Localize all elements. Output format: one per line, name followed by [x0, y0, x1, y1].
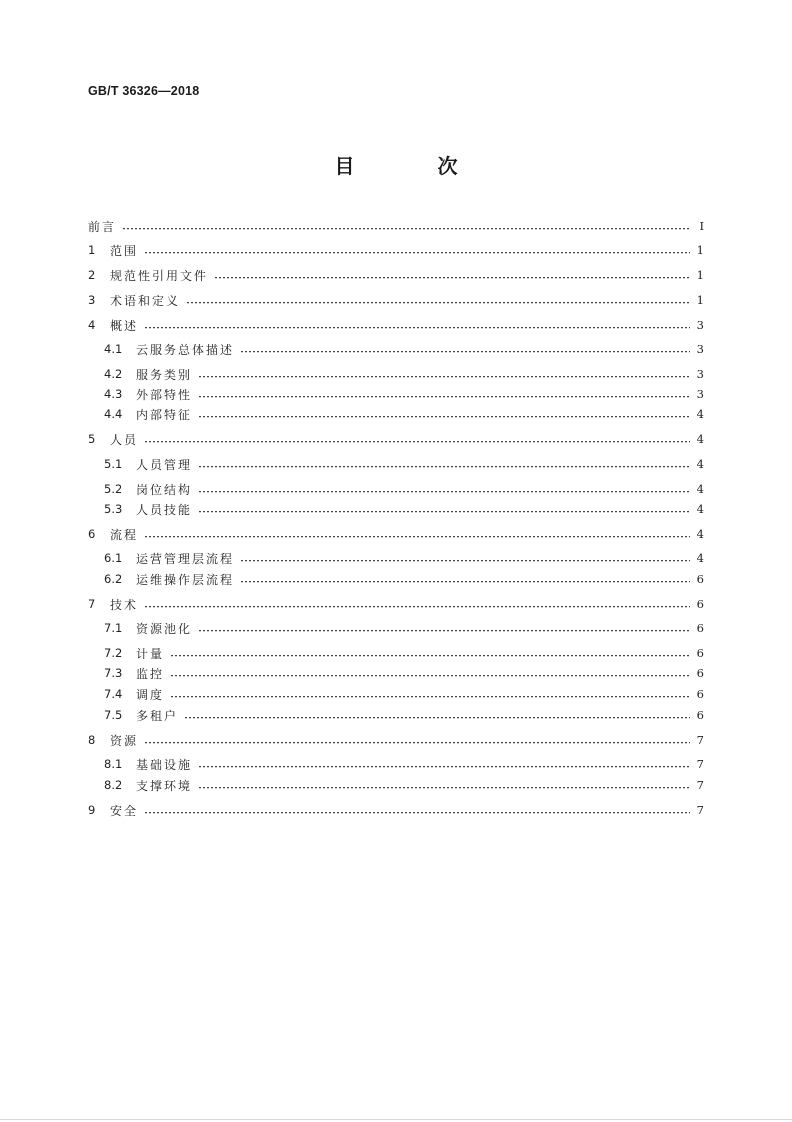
toc-entry-number: 8.1	[104, 757, 123, 771]
toc-entry-label: 运营管理层流程	[136, 551, 235, 566]
toc-entry-page-number: 6	[696, 687, 704, 701]
toc-dot-leader	[144, 252, 690, 255]
toc-dot-leader	[122, 228, 690, 231]
toc-dot-leader	[184, 717, 690, 720]
toc-entry-label: 内部特征	[136, 407, 193, 422]
toc-entry[interactable]	[104, 339, 704, 359]
toc-entry-label: 术语和定义	[110, 293, 181, 308]
toc-entry-number: 6.1	[104, 551, 123, 565]
toc-entry-label: 安全	[110, 803, 139, 818]
toc-entry-number: 7.3	[104, 666, 123, 680]
toc-entry-label: 范围	[110, 243, 139, 258]
toc-entry-number: 8	[88, 733, 96, 747]
toc-entry-page-number: Ⅰ	[699, 219, 704, 233]
toc-entry-page-number: 4	[696, 482, 704, 496]
toc-entry[interactable]	[104, 404, 704, 424]
toc-entry-label: 调度	[136, 687, 165, 702]
toc-entry[interactable]	[104, 548, 704, 568]
toc-entry-number: 4.2	[104, 367, 123, 381]
toc-entry-label: 概述	[110, 318, 139, 333]
toc-entry[interactable]	[104, 364, 704, 384]
toc-dot-leader	[198, 630, 690, 633]
toc-dot-leader	[170, 655, 690, 658]
page-title: 目 次	[334, 154, 496, 178]
toc-entry[interactable]	[88, 216, 704, 236]
toc-entry-label: 外部特性	[136, 387, 193, 402]
toc-entry-number: 5.1	[104, 457, 123, 471]
toc-entry-page-number: 1	[696, 293, 704, 307]
toc-entry-page-number: 3	[696, 342, 704, 356]
toc-entry-label: 前言	[88, 219, 117, 234]
toc-entry-label: 支撑环境	[136, 778, 193, 793]
toc-entry-number: 7.2	[104, 646, 123, 660]
toc-entry-page-number: 4	[696, 432, 704, 446]
toc-entry-page-number: 3	[696, 318, 704, 332]
toc-entry-page-number: 1	[696, 243, 704, 257]
toc-entry[interactable]	[88, 265, 704, 285]
toc-entry-label: 资源池化	[136, 621, 193, 636]
toc-entry[interactable]	[104, 479, 704, 499]
toc-entry-label: 流程	[110, 527, 139, 542]
toc-entry-page-number: 6	[696, 572, 704, 586]
toc-entry-number: 4.1	[104, 342, 123, 356]
toc-entry-page-number: 6	[696, 708, 704, 722]
toc-dot-leader	[198, 766, 690, 769]
toc-entry-label: 云服务总体描述	[136, 342, 235, 357]
toc-dot-leader	[144, 742, 690, 745]
toc-entry-number: 6	[88, 527, 96, 541]
toc-entry[interactable]	[88, 594, 704, 614]
toc-entry-page-number: 3	[696, 367, 704, 381]
toc-entry-number: 5	[88, 432, 96, 446]
toc-entry-page-number: 4	[696, 457, 704, 471]
toc-entry-label: 规范性引用文件	[110, 268, 209, 283]
toc-entry-page-number: 6	[696, 597, 704, 611]
toc-entry-label: 人员技能	[136, 502, 193, 517]
toc-entry-page-number: 7	[696, 757, 704, 771]
toc-entry-page-number: 7	[696, 733, 704, 747]
toc-entry-page-number: 4	[696, 407, 704, 421]
toc-dot-leader	[198, 787, 690, 790]
toc-dot-leader	[198, 466, 690, 469]
toc-entry-number: 5.2	[104, 482, 123, 496]
toc-dot-leader	[144, 441, 690, 444]
toc-entry-label: 服务类别	[136, 367, 193, 382]
toc-entry-page-number: 6	[696, 646, 704, 660]
toc-entry[interactable]	[88, 290, 704, 310]
toc-dot-leader	[144, 606, 690, 609]
toc-entry[interactable]	[104, 384, 704, 404]
toc-dot-leader	[240, 351, 690, 354]
toc-dot-leader	[186, 302, 690, 305]
toc-entry-number: 4.3	[104, 387, 123, 401]
toc-entry[interactable]	[104, 684, 704, 704]
toc-entry-page-number: 3	[696, 387, 704, 401]
toc-entry[interactable]	[88, 315, 704, 335]
toc-entry-number: 6.2	[104, 572, 123, 586]
toc-entry[interactable]	[104, 499, 704, 519]
toc-entry-label: 运维操作层流程	[136, 572, 235, 587]
toc-dot-leader	[170, 696, 690, 699]
toc-entry-page-number: 4	[696, 527, 704, 541]
toc-dot-leader	[170, 675, 690, 678]
toc-entry-label: 岗位结构	[136, 482, 193, 497]
toc-entry[interactable]	[88, 524, 704, 544]
toc-dot-leader	[198, 396, 690, 399]
toc-entry-number: 7	[88, 597, 96, 611]
toc-entry[interactable]	[104, 454, 704, 474]
toc-entry-page-number: 7	[696, 778, 704, 792]
toc-entry-page-number: 4	[696, 551, 704, 565]
toc-dot-leader	[240, 560, 690, 563]
toc-entry-label: 监控	[136, 666, 165, 681]
toc-entry[interactable]	[104, 663, 704, 683]
toc-entry[interactable]	[104, 569, 704, 589]
toc-entry-label: 人员	[110, 432, 139, 447]
toc-entry[interactable]	[104, 754, 704, 774]
toc-entry-label: 多租户	[136, 708, 179, 723]
toc-dot-leader	[198, 416, 690, 419]
toc-entry-number: 2	[88, 268, 96, 282]
toc-entry[interactable]	[88, 429, 704, 449]
toc-entry-page-number: 6	[696, 666, 704, 680]
toc-entry-number: 7.4	[104, 687, 123, 701]
toc-entry-page-number: 6	[696, 621, 704, 635]
toc-entry-label: 资源	[110, 733, 139, 748]
toc-dot-leader	[144, 327, 690, 330]
toc-entry[interactable]	[104, 618, 704, 638]
toc-entry-number: 8.2	[104, 778, 123, 792]
toc-entry-label: 基础设施	[136, 757, 193, 772]
toc-entry-label: 计量	[136, 646, 165, 661]
toc-entry[interactable]	[104, 643, 704, 663]
toc-entry[interactable]	[104, 775, 704, 795]
toc-entry-number: 7.5	[104, 708, 123, 722]
toc-entry-page-number: 1	[696, 268, 704, 282]
toc-entry-number: 9	[88, 803, 96, 817]
toc-dot-leader	[144, 812, 690, 815]
toc-entry-number: 4.4	[104, 407, 123, 421]
toc-entry[interactable]	[88, 800, 704, 820]
toc-entry-number: 5.3	[104, 502, 123, 516]
toc-entry[interactable]	[88, 240, 704, 260]
toc-entry-number: 4	[88, 318, 96, 332]
toc-dot-leader	[214, 277, 690, 280]
toc-entry[interactable]	[104, 705, 704, 725]
toc-dot-leader	[144, 536, 690, 539]
toc-dot-leader	[240, 581, 690, 584]
bottom-divider	[0, 1119, 792, 1120]
toc-dot-leader	[198, 376, 690, 379]
toc-entry[interactable]	[88, 730, 704, 750]
toc-entry-number: 1	[88, 243, 96, 257]
toc-entry-number: 7.1	[104, 621, 123, 635]
toc-entry-label: 人员管理	[136, 457, 193, 472]
toc-entry-label: 技术	[110, 597, 139, 612]
toc-entry-number: 3	[88, 293, 96, 307]
toc-dot-leader	[198, 511, 690, 514]
standard-code-header: GB/T 36326—2018	[88, 84, 200, 98]
toc-entry-page-number: 4	[696, 502, 704, 516]
toc-dot-leader	[198, 491, 690, 494]
toc-entry-page-number: 7	[696, 803, 704, 817]
